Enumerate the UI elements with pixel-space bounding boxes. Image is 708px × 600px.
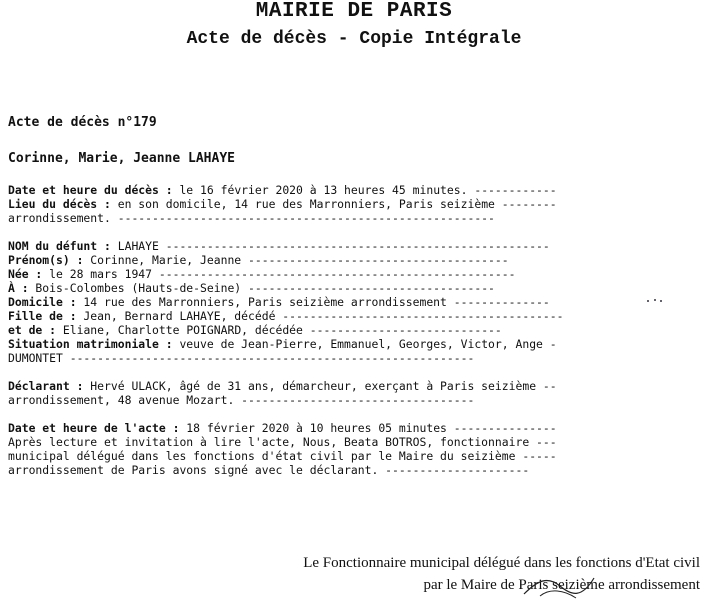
acte-text-line-3: municipal délégué dans les fonctions d'état civil par le Maire du seizième ----- (8, 449, 557, 463)
handwritten-signature (520, 572, 610, 600)
acte-text-line-2: Après lecture et invitation à lire l'acte, Nous, Beata BOTROS, fonctionnaire --- (8, 435, 557, 449)
death-place-row (8, 197, 557, 211)
mother-label: et de : (8, 323, 57, 337)
declarant-value: Hervé ULACK, âgé de 31 ans, démarcheur, exerçant à Paris seizième -- (83, 379, 557, 393)
domicile-label: Domicile : (8, 295, 77, 309)
acte-date-value: 18 février 2020 à 10 heures 05 minutes --------------- (179, 421, 557, 435)
nee-value: le 28 mars 1947 ---------------------------------------------------- (42, 267, 516, 281)
father-row (8, 309, 563, 323)
situation-row-2: DUMONTET ----------------------------------------------------------- (8, 351, 475, 365)
death-place-row-2: arrondissement. ------------------------------------------------------- (8, 211, 495, 225)
declarant-row-2: arrondissement, 48 avenue Mozart. ---------------------------------- (8, 393, 475, 407)
acte-date-label: Date et heure de l'acte : (8, 421, 180, 435)
nom-row (8, 239, 550, 253)
acte-date-row (8, 421, 557, 435)
birthplace-value: Bois-Colombes (Hauts-de-Seine) ------------------------------------ (28, 281, 495, 295)
birthplace-label: À : (8, 281, 29, 295)
nom-label: NOM du défunt : (8, 239, 111, 253)
document-title: MAIRIE DE PARIS (255, 0, 453, 23)
declarant-label: Déclarant : (8, 379, 84, 393)
death-date-label: Date et heure du décès : (8, 183, 173, 197)
situation-row (8, 337, 557, 351)
prenoms-row (8, 253, 509, 267)
signature-line-2: par le Maire de Paris seizième arrondissement (423, 577, 700, 593)
domicile-row (8, 295, 550, 309)
father-label: Fille de : (8, 309, 77, 323)
prenoms-value: Corinne, Marie, Jeanne -------------------------------------- (83, 253, 509, 267)
death-place-value: en son domicile, 14 rue des Marronniers, Paris seizième -------- (110, 197, 557, 211)
document-subtitle: Acte de décès - Copie Intégrale (186, 29, 522, 49)
situation-label: Situation matrimoniale : (8, 337, 173, 351)
death-date-row (8, 183, 557, 197)
death-place-label: Lieu du décès : (8, 197, 111, 211)
signature-line-1: Le Fonctionnaire municipal délégué dans les fonctions d'Etat civil (303, 555, 700, 571)
mother-row (8, 323, 502, 337)
domicile-value: 14 rue des Marronniers, Paris seizième arrondissement -------------- (76, 295, 550, 309)
nee-row (8, 267, 515, 281)
declarant-row (8, 379, 557, 393)
acte-text-line-4: arrondissement de Paris avons signé avec le déclarant. --------------------- (8, 463, 530, 477)
birthplace-row (8, 281, 495, 295)
father-value: Jean, Bernard LAHAYE, décédé ----------------------------------------- (76, 309, 564, 323)
scan-speck (645, 298, 665, 304)
mother-value: Eliane, Charlotte POIGNARD, décédée ---------------------------- (56, 323, 502, 337)
acte-number: Acte de décès n°179 (8, 115, 157, 130)
death-date-value: le 16 février 2020 à 13 heures 45 minutes. ------------ (172, 183, 557, 197)
situation-value: veuve de Jean-Pierre, Emmanuel, Georges, Victor, Ange - (172, 337, 557, 351)
deceased-full-name: Corinne, Marie, Jeanne LAHAYE (8, 151, 235, 166)
nee-label: Née : (8, 267, 43, 281)
prenoms-label: Prénom(s) : (8, 253, 84, 267)
nom-value: LAHAYE -------------------------------------------------------- (110, 239, 550, 253)
